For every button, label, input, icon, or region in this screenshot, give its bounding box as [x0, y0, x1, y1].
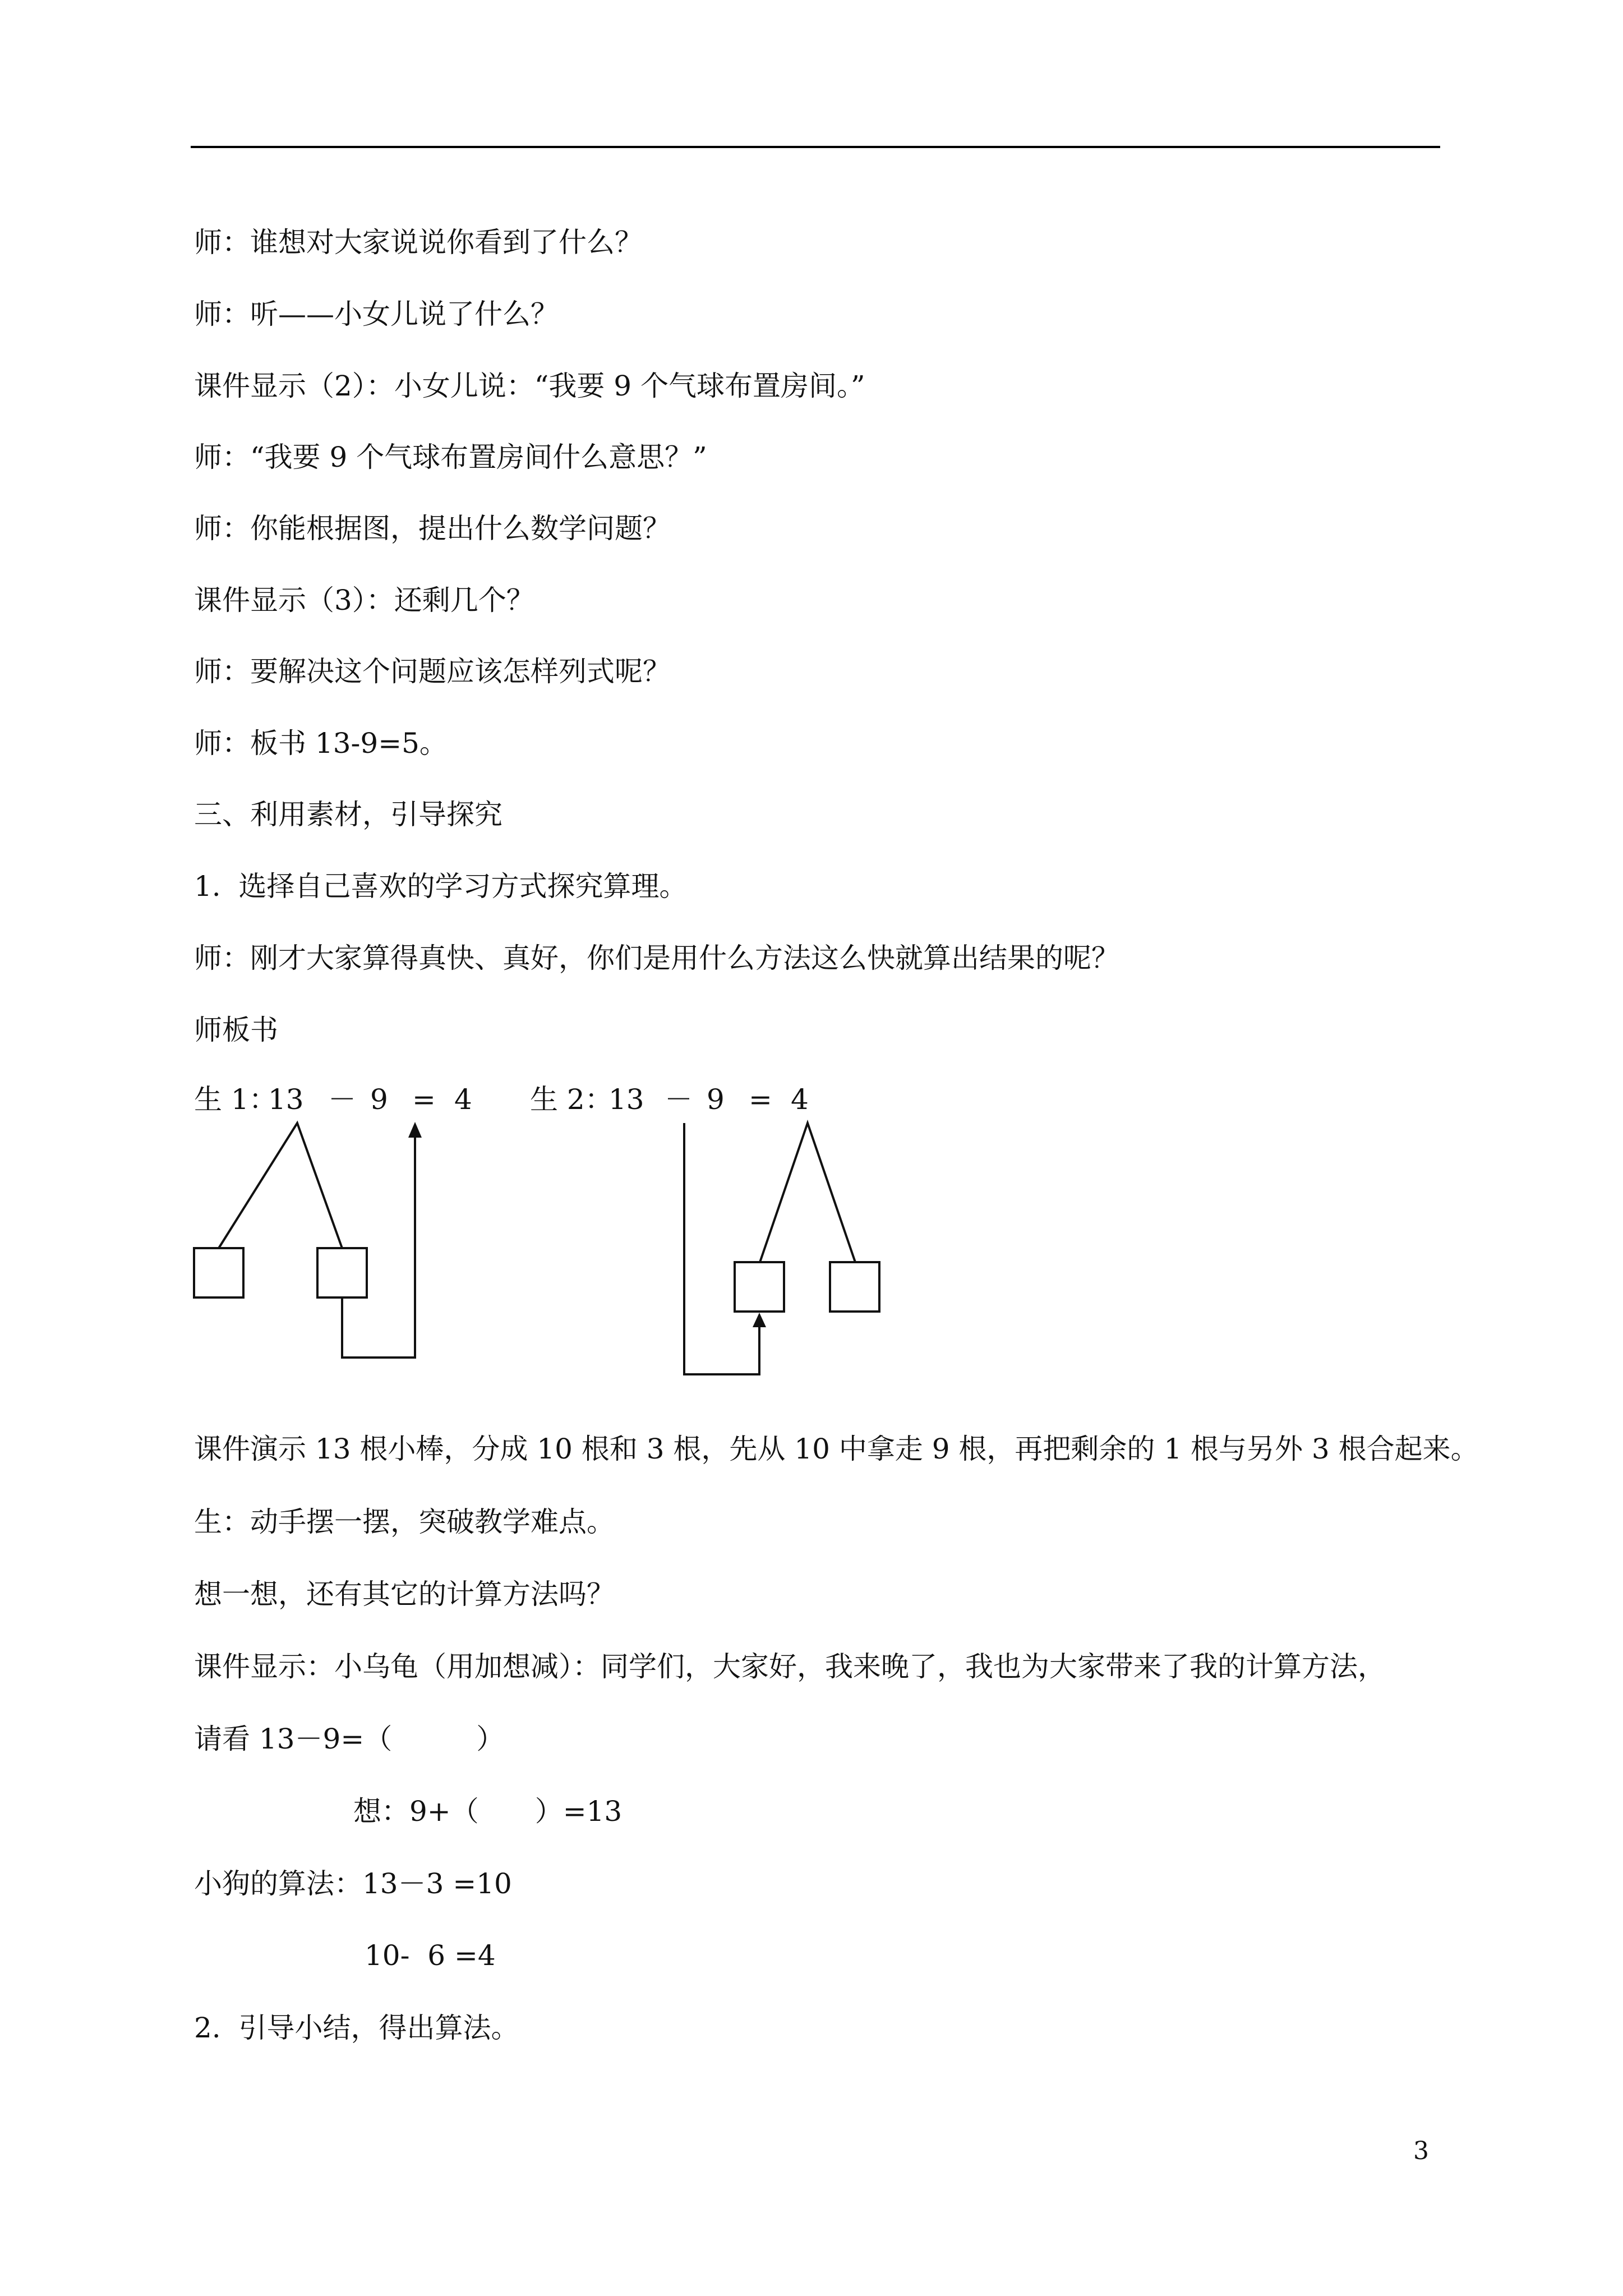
text-line: 想一想，还有其它的计算方法吗？ [194, 1578, 615, 1611]
student2-box-left [735, 1262, 784, 1312]
text-line: 课件演示 13 根小棒，分成 10 根和 3 根，先从 10 中拿走 9 根，再把剩余的 1 根与另外 3 根合起来。 [194, 1433, 1479, 1465]
student1-box-right [317, 1248, 367, 1297]
text-line: 师：要解决这个问题应该怎样列式呢？ [194, 655, 671, 688]
student1-equals: = [412, 1083, 436, 1116]
text-line: 师板书 [194, 1014, 278, 1046]
student1-result: 4 [454, 1083, 472, 1116]
student1-box-left [194, 1248, 243, 1297]
text-line: 师：听——小女儿说了什么？ [194, 298, 559, 330]
student2-equals: = [749, 1083, 772, 1116]
student1-split-branches [219, 1123, 342, 1248]
student1-term-13: 13 [268, 1083, 304, 1116]
student2-term-9: 9 [707, 1083, 725, 1116]
student2-arrow-line [684, 1123, 759, 1374]
student2-term-13: 13 [608, 1083, 644, 1116]
student1-label: 生 1： [194, 1083, 277, 1116]
student2-label: 生 2： [530, 1083, 613, 1116]
student2-minus: － [665, 1083, 693, 1116]
student1-minus: － [328, 1083, 356, 1116]
text-line: 生：动手摆一摆，突破教学难点。 [194, 1506, 615, 1538]
text-line: 10- 6 =4 [365, 1939, 496, 1972]
text-line: 请看 13－9=（ ） [194, 1723, 505, 1755]
student1-arrowhead-icon [408, 1122, 422, 1138]
text-line: 师：刚才大家算得真快、真好，你们是用什么方法这么快就算出结果的呢？ [194, 942, 1119, 974]
text-line: 课件显示（3）：还剩几个？ [194, 584, 534, 616]
section-heading: 三、利用素材，引导探究 [194, 798, 502, 831]
text-line: 师：“我要 9 个气球布置房间什么意思？” [194, 441, 707, 473]
student2-box-right [830, 1262, 879, 1312]
text-line: 想：9+（ ）=13 [353, 1795, 623, 1828]
text-line: 师：谁想对大家说说你看到了什么？ [194, 226, 643, 259]
page-number: 3 [1413, 2137, 1429, 2165]
text-line: 2. 引导小结，得出算法。 [194, 2012, 519, 2044]
student2-arrowhead-icon [753, 1313, 766, 1327]
student1-term-9: 9 [370, 1083, 388, 1116]
student2-result: 4 [791, 1083, 809, 1116]
text-line: 师：板书 13-9=5。 [194, 727, 448, 760]
text-line: 师：你能根据图，提出什么数学问题？ [194, 512, 671, 545]
student1-arrow-line [342, 1133, 415, 1358]
text-line: 1. 选择自己喜欢的学习方式探究算理。 [194, 870, 688, 903]
student2-split-branches [760, 1123, 855, 1262]
text-line: 小狗的算法：13－3 =10 [194, 1867, 512, 1900]
text-line: 课件显示（2）：小女儿说：“我要 9 个气球布置房间。” [194, 370, 865, 402]
text-line: 课件显示：小乌龟（用加想减）：同学们，大家好，我来晚了，我也为大家带来了我的计算方法， [194, 1650, 1386, 1683]
